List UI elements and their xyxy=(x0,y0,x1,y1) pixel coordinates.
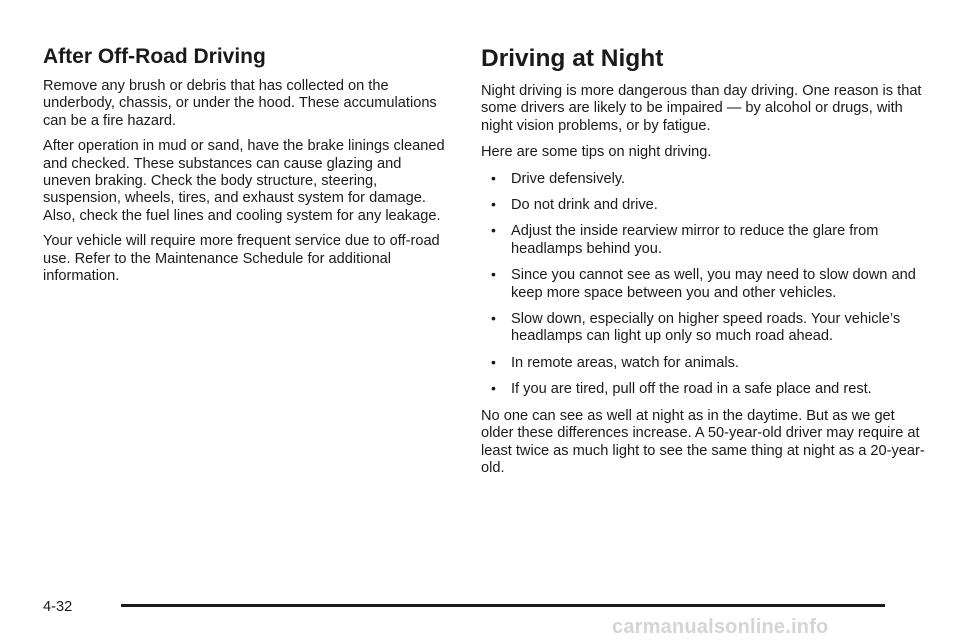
bullet-icon: • xyxy=(491,196,496,213)
bullet-icon: • xyxy=(491,353,496,370)
bullet-icon: • xyxy=(491,266,496,283)
tips-list xyxy=(481,171,926,399)
closing-paragraph: No one can see as well at night as in the daytime. But as we get older these differences increase. A 50-year-old driver may require at least twice as much light to see the same thing at night as a 20-year-old. xyxy=(481,407,925,476)
paragraph: Remove any brush or debris that has collected on the underbody, chassis, or under the hood. These accumulations can be a fire hazard. xyxy=(43,78,437,129)
bullet-icon: • xyxy=(491,380,496,397)
page-number: 4-32 xyxy=(43,599,73,615)
list-item xyxy=(481,311,926,346)
list-item-text: Since you cannot see as well, you may need to slow down and keep more space between you and other vehicles. xyxy=(511,267,916,301)
list-item xyxy=(481,355,926,372)
bullet-icon: • xyxy=(491,310,496,327)
bullet-icon: • xyxy=(491,169,496,186)
footer-rule xyxy=(121,604,885,607)
section-heading-driving-at-night: Driving at Night xyxy=(481,45,664,72)
left-column xyxy=(43,0,451,285)
list-item-text: Drive defensively. xyxy=(511,170,626,187)
list-item-text: If you are tired, pull off the road in a safe place and rest. xyxy=(511,381,872,398)
watermark: carmanualsonline.info xyxy=(612,616,829,638)
intro-paragraph: Night driving is more dangerous than day driving. One reason is that some drivers are likely to be impaired — by alcohol or drugs, with night vision problems, or by fatigue. xyxy=(481,83,922,134)
list-item-text: Slow down, especially on higher speed roads. Your vehicle’s headlamps can light up only so much road ahead. xyxy=(511,311,901,345)
paragraph: After operation in mud or sand, have the brake linings cleaned and checked. These substances can cause glazing and uneven braking. Check the body structure, steering, suspension, wheels, tires, and exhaust system for damage. Also, check the fuel lines and cooling system for any leakage. xyxy=(43,138,445,224)
list-item xyxy=(481,381,926,398)
list-item xyxy=(481,267,926,302)
section-heading-after-off-road: After Off-Road Driving xyxy=(43,45,266,68)
list-item-text: Do not drink and drive. xyxy=(511,197,658,214)
right-column xyxy=(481,0,926,477)
list-item xyxy=(481,171,926,188)
list-item-text: In remote areas, watch for animals. xyxy=(511,354,739,371)
list-item-text: Adjust the inside rearview mirror to reduce the glare from headlamps behind you. xyxy=(511,223,879,257)
paragraph: Your vehicle will require more frequent service due to off-road use. Refer to the Maintenance Schedule for additional information. xyxy=(43,233,440,285)
bullet-icon: • xyxy=(491,222,496,239)
list-item xyxy=(481,197,926,214)
tips-lead: Here are some tips on night driving. xyxy=(481,144,712,161)
list-item xyxy=(481,223,926,258)
